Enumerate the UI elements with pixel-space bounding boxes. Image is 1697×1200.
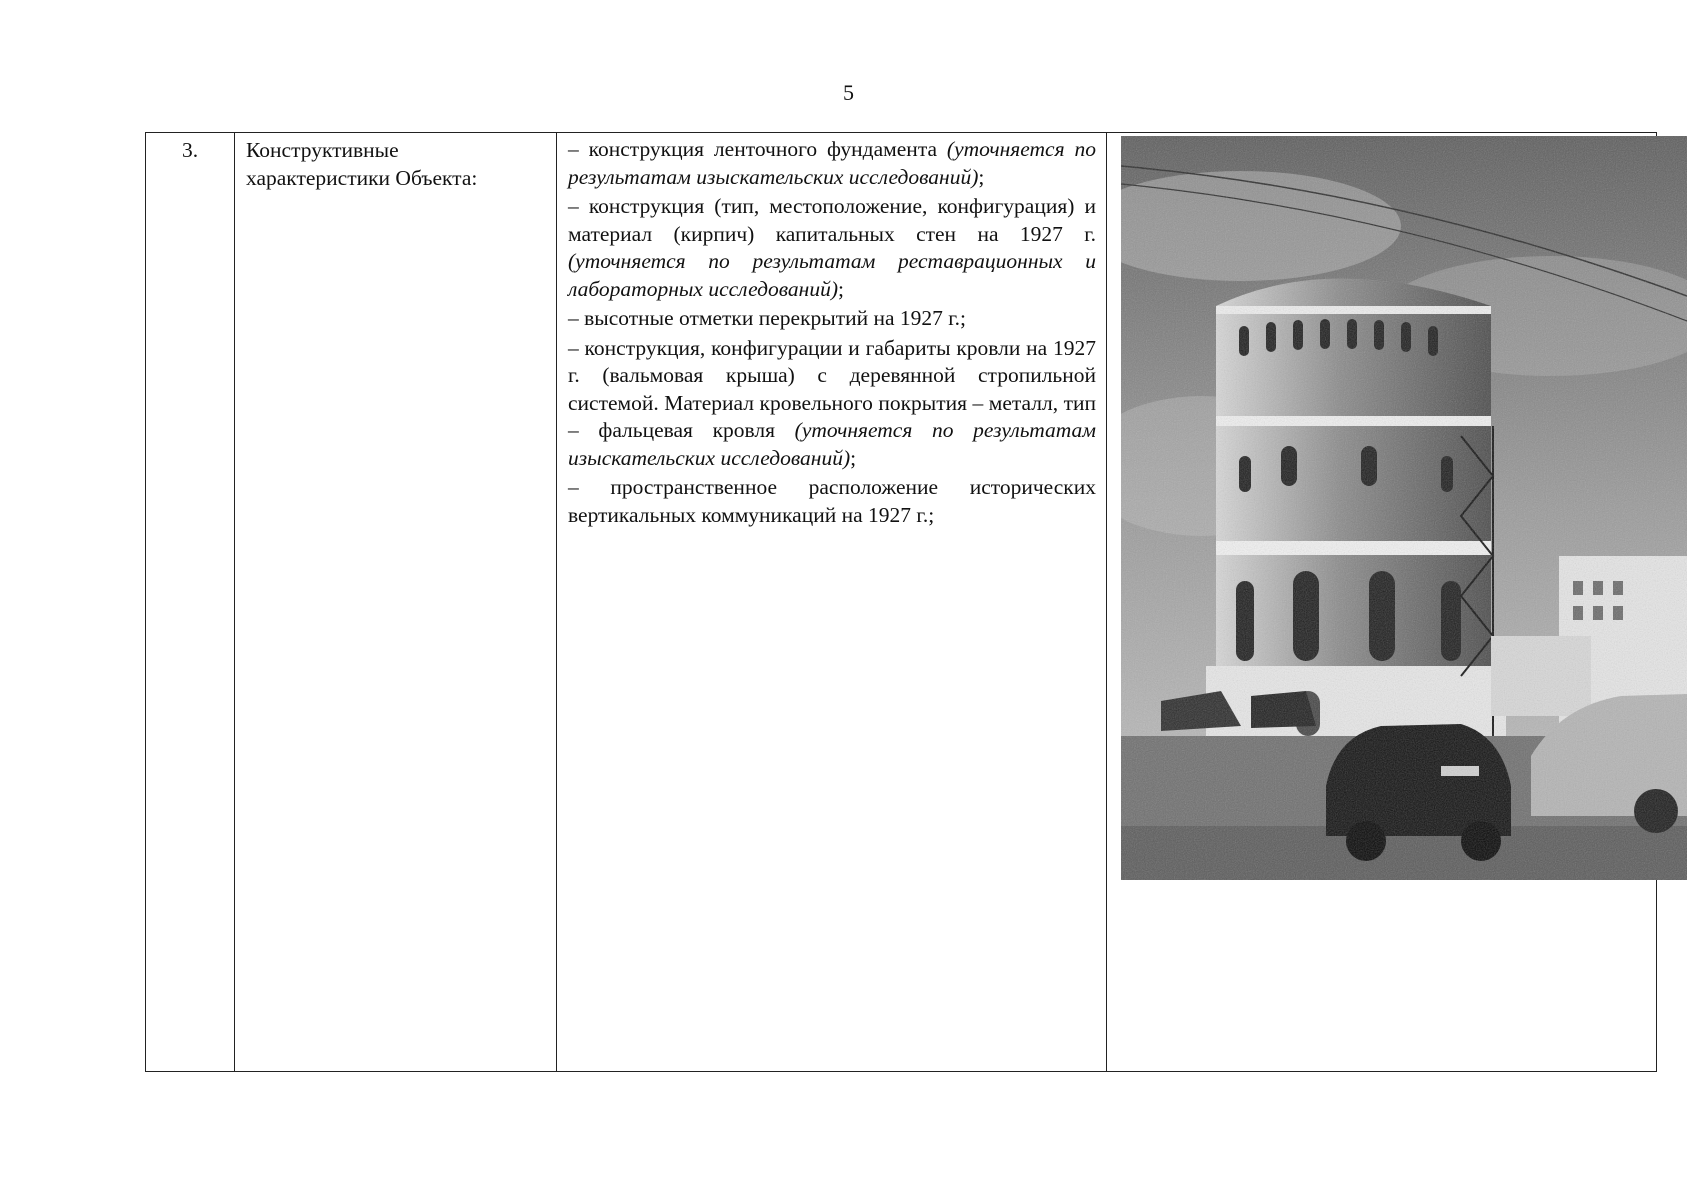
list-item: – конструкция, конфигурации и габариты кровли на 1927 г. (вальмовая крыша) с деревянной стропильной системой. Материал кровельного покрытия – металл, тип – фальцевая кровля (уточняется по результатам изыскательских исследований); [568, 335, 1096, 470]
table-row [146, 133, 1657, 1072]
list-item: – пространственное расположение исторических вертикальных коммуникаций на 1927 г.; [568, 475, 1096, 527]
row-number: 3. [146, 133, 235, 1072]
photo-cell [1107, 133, 1657, 1072]
page-number: 5 [843, 80, 854, 105]
row-description [557, 133, 1107, 1072]
characteristics-table [145, 132, 1657, 1072]
list-item: – конструкция (тип, местоположение, конфигурация) и материал (кирпич) капитальных стен на 1927 г. (уточняется по результатам реставрационных и лабораторных исследований); [568, 194, 1096, 301]
list-item: – конструкция ленточного фундамента (уточняется по результатам изыскательских исследований); [568, 137, 1096, 189]
list-item: – высотные отметки перекрытий на 1927 г.; [568, 306, 967, 330]
row-title: Конструктивные характеристики Объекта: [235, 133, 557, 1072]
water-tower-photo [1121, 136, 1687, 880]
